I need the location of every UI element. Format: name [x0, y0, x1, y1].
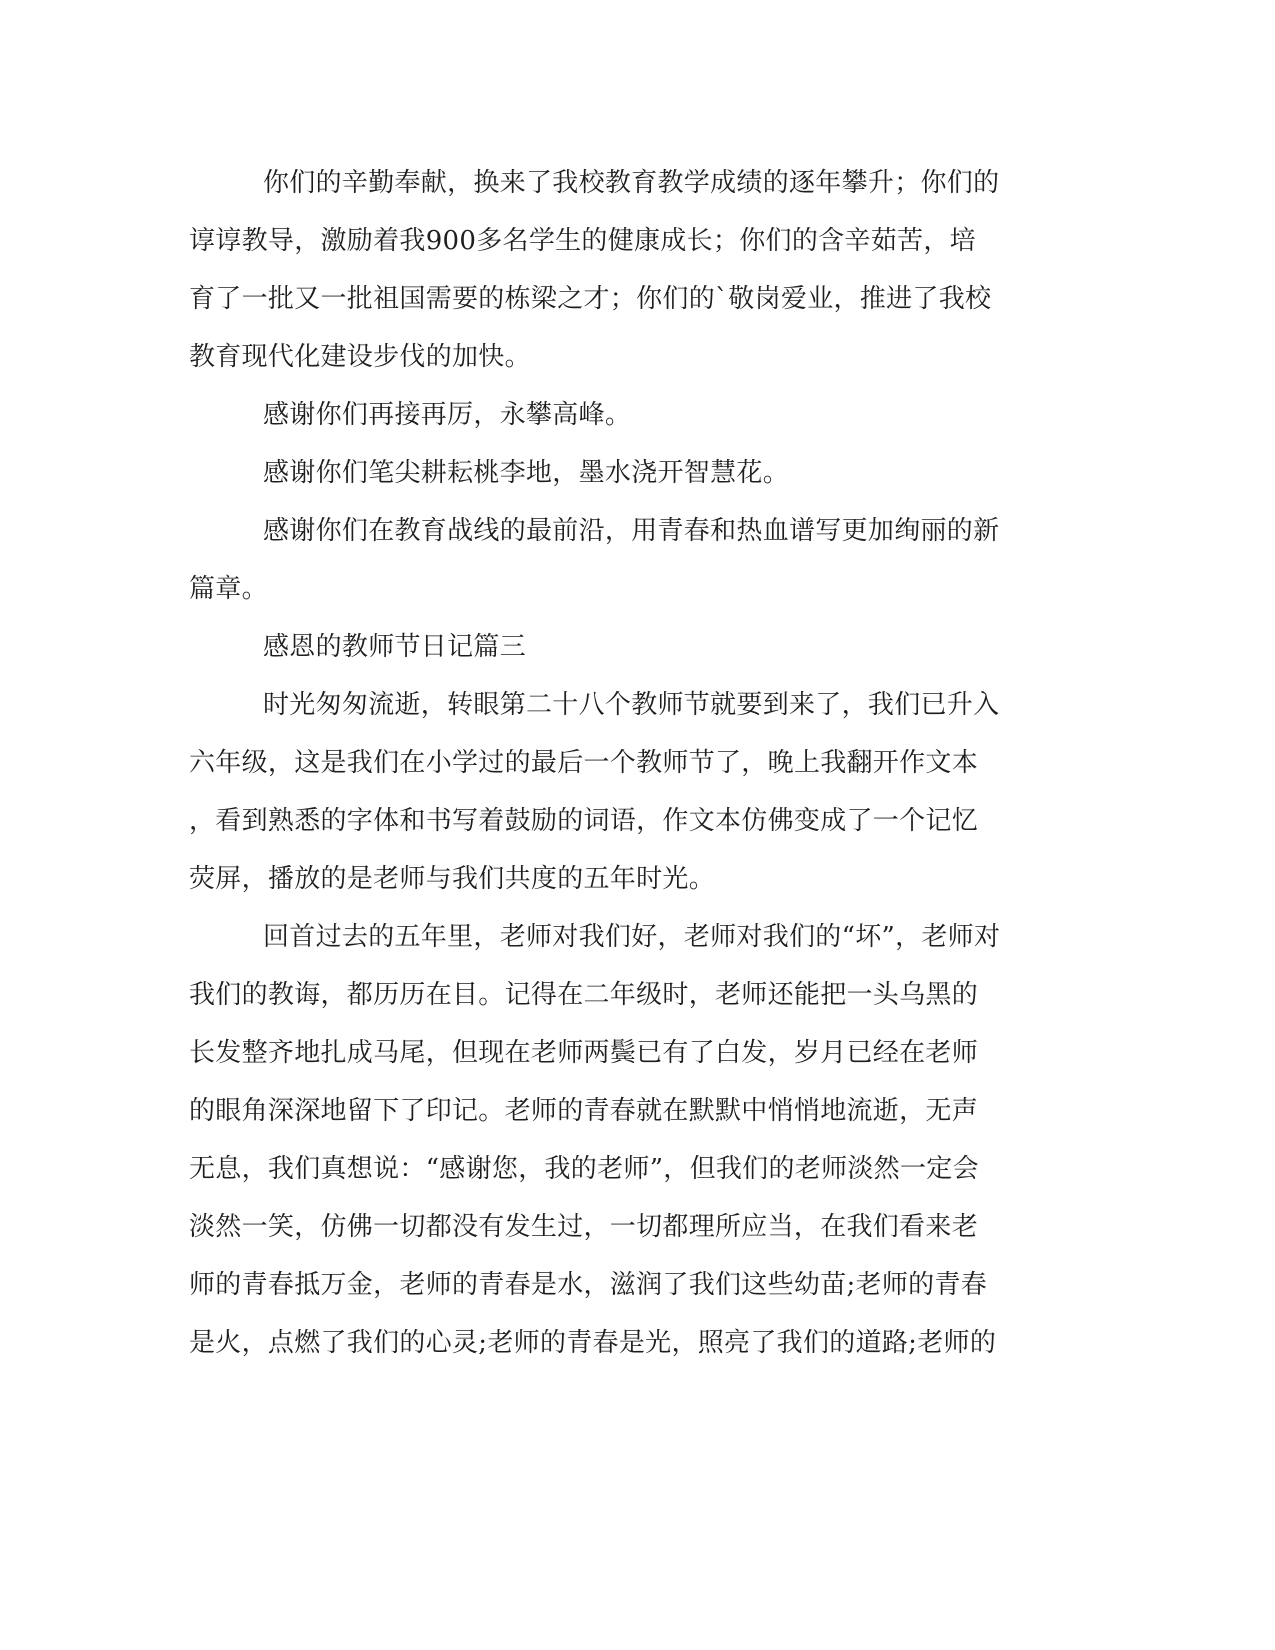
paragraph-6-line-7: 师的青春抵万金，老师的青春是水，滋润了我们这些幼苗;老师的青春 [189, 1270, 988, 1300]
paragraph-4-line-2: 篇章。 [189, 574, 268, 604]
paragraph-5-line-1: 时光匆匆流逝，转眼第二十八个教师节就要到来了，我们已升入 [263, 690, 1000, 720]
paragraph-6-line-2: 我们的教诲，都历历在目。记得在二年级时，老师还能把一头乌黑的 [189, 980, 979, 1010]
paragraph-6-line-6: 淡然一笑，仿佛一切都没有发生过，一切都理所应当，在我们看来老 [189, 1212, 979, 1242]
paragraph-5-line-4: 荧屏，播放的是老师与我们共度的五年时光。 [189, 864, 716, 894]
paragraph-1-line-3: 育了一批又一批祖国需要的栋梁之才；你们的`敬岗爱业，推进了我校 [189, 284, 992, 314]
paragraph-6-line-5: 无息，我们真想说：“感谢您，我的老师”，但我们的老师淡然一定会 [189, 1154, 979, 1184]
paragraph-6-line-4: 的眼角深深地留下了印记。老师的青春就在默默中悄悄地流逝，无声 [189, 1096, 979, 1126]
paragraph-1-line-4: 教育现代化建设步伐的加快。 [189, 342, 531, 372]
paragraph-6-line-8: 是火，点燃了我们的心灵;老师的青春是光，照亮了我们的道路;老师的 [189, 1328, 997, 1358]
paragraph-6-line-3: 长发整齐地扎成马尾，但现在老师两鬓已有了白发，岁月已经在老师 [189, 1038, 979, 1068]
paragraph-4-line-1: 感谢你们在教育战线的最前沿，用青春和热血谱写更加绚丽的新 [263, 516, 1000, 546]
paragraph-5-line-3: ，看到熟悉的字体和书写着鼓励的词语，作文本仿佛变成了一个记忆 [189, 806, 979, 836]
paragraph-2-line-1: 感谢你们再接再厉，永攀高峰。 [263, 400, 632, 430]
paragraph-5-line-2: 六年级，这是我们在小学过的最后一个教师节了，晚上我翻开作文本 [189, 748, 979, 778]
paragraph-3-line-1: 感谢你们笔尖耕耘桃李地，墨水浇开智慧花。 [263, 458, 790, 488]
paragraph-1-line-1: 你们的辛勤奉献，换来了我校教育教学成绩的逐年攀升；你们的 [263, 168, 1000, 198]
section-heading: 感恩的教师节日记篇三 [263, 632, 527, 662]
paragraph-6-line-1: 回首过去的五年里，老师对我们好，老师对我们的“坏”，老师对 [263, 922, 1001, 952]
paragraph-1-line-2: 谆谆教导，激励着我900多名学生的健康成长；你们的含辛茹苦，培 [189, 226, 976, 256]
